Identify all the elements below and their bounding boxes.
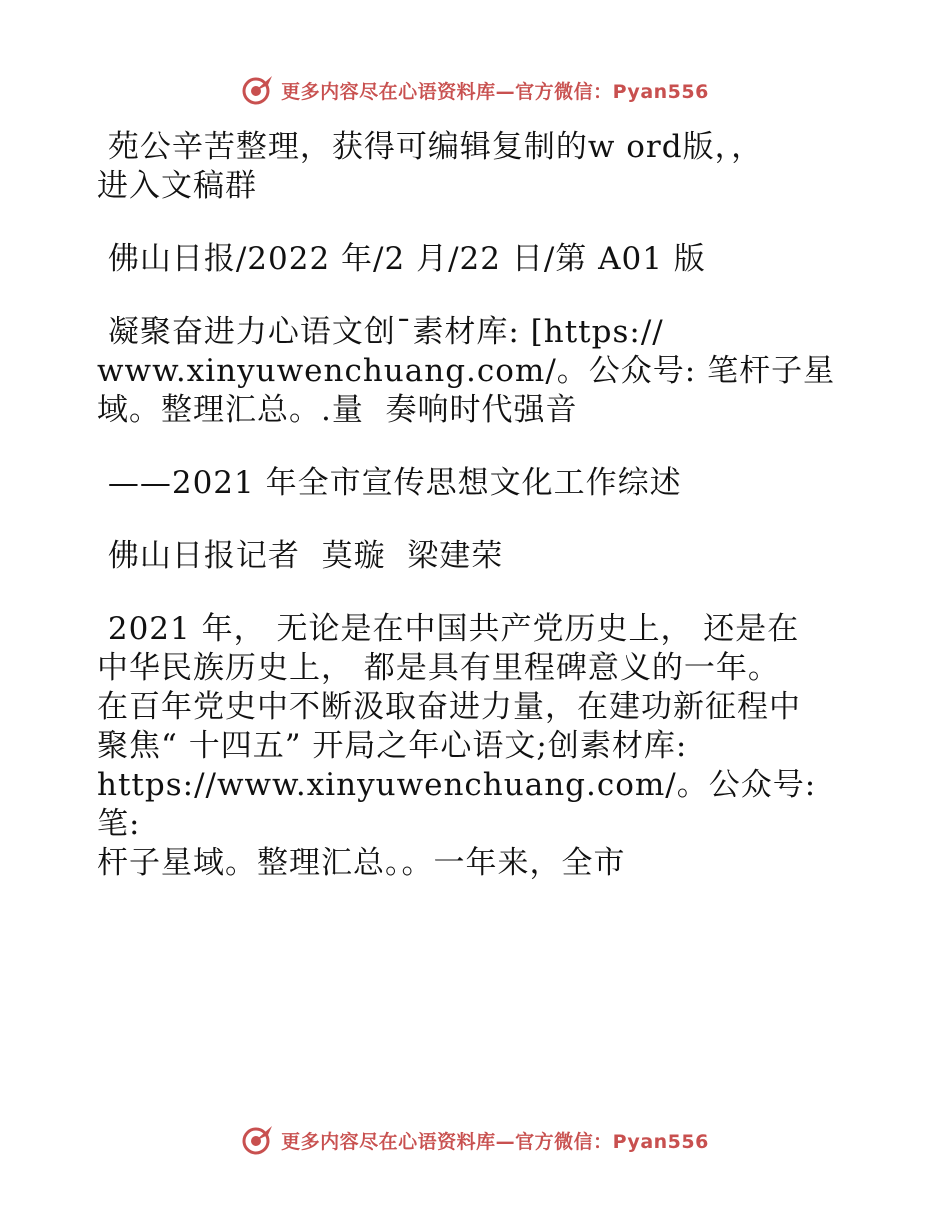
header-watermark-banner bbox=[0, 70, 950, 110]
paragraph-headline: 凝聚奋进力心语文创¯素材库: [https:// www.xinyuwenchuang.com/。公众号: 笔杆子星 域。整理汇总。.量 奏响时代强音 bbox=[97, 314, 836, 428]
quill-seal-icon bbox=[241, 1123, 275, 1157]
footer-watermark-banner bbox=[0, 1120, 950, 1160]
paragraph-intro: 苑公辛苦整理，获得可编辑复制的w ord版，， 进入文稿群 bbox=[97, 129, 764, 204]
quill-seal-icon bbox=[241, 73, 275, 107]
document-body bbox=[97, 128, 857, 883]
paragraph-subheadline: ——2021 年全市宣传思想文化工作综述 bbox=[97, 465, 682, 501]
header-watermark-text: 更多内容尽在心语资料库—官方微信：Pyan556 bbox=[281, 80, 709, 103]
footer-watermark-text: 更多内容尽在心语资料库—官方微信：Pyan556 bbox=[281, 1130, 709, 1153]
paragraph-byline: 佛山日报记者 莫璇 梁建荣 bbox=[97, 538, 504, 574]
paragraph-body: 2021 年， 无论是在中国共产党历史上， 还是在 中华民族历史上， 都是具有里程碑意义的一年。 在百年党史中不断汲取奋进力量，在建功新征程中 聚焦“ 十四五” 开局之年心语文;创素材库: https://www.xinyuwenchuang.com/。公众号: 笔: 杆子星域。整理汇总。。一年来，全市 bbox=[97, 611, 817, 881]
paragraph-source: 佛山日报/2022 年/2 月/22 日/第 A01 版 bbox=[97, 241, 706, 277]
